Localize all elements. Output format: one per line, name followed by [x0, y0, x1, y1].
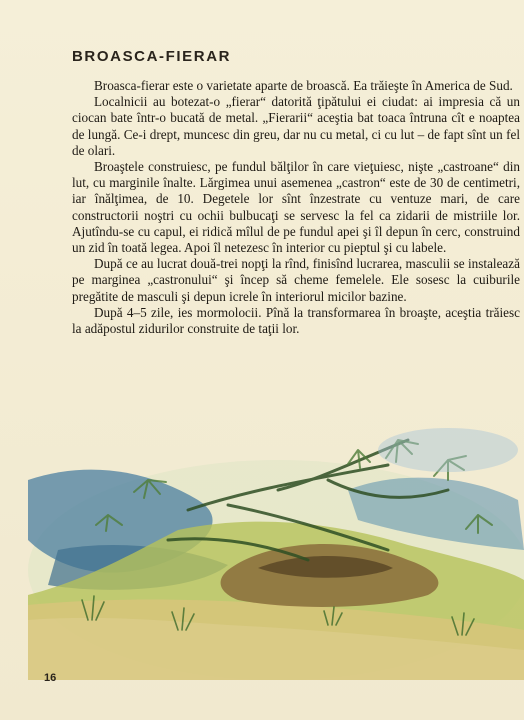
article-body — [72, 78, 520, 337]
paragraph-name-origin: Localnicii au botezat-o „fierar“ datorită ţipătului ei ciudat: ai impresia că un ciocan bate într-o bucată de metal. „Fierarii“ aceştia bat toaca întruna cît e noaptea de lungă. Ce-i drept, muncesc din greu, dar nu cu metal, ci cu lut – de fapt sînt un fel de olari. — [72, 94, 520, 158]
paragraph-tadpoles: După 4–5 zile, ies mormolocii. Pînă la transformarea în broaşte, aceştia trăiesc la adăpostul zidurilor construite de taţii lor. — [72, 304, 520, 337]
page-number: 16 — [44, 672, 57, 684]
page-title: BROASCA-FIERAR — [72, 48, 232, 65]
paragraph-mating: După ce au lucrat două-trei nopţi la rînd, finisînd lucrarea, masculii se instalează pe marginea „castronului“ şi încep să cheme femelele. Ele sosesc la cuiburile pregătite de masculi şi depun icrele în interiorul micilor bazine. — [72, 256, 520, 304]
pond-illustration — [28, 420, 524, 680]
paragraph-intro: Broasca-fierar este o varietate aparte de broască. Ea trăieşte în America de Sud. — [94, 78, 513, 93]
paragraph-construction: Broaştele construiesc, pe fundul bălţilor în care vieţuiesc, nişte „castroane“ din lut, cu marginile înalte. Lărgimea unui asemenea „castron“ este de 30 de centimetri, iar înălţimea, de 10. Degetele lor sînt înzestrate cu ventuze mari, de care constructorii noştri cu ochii bulbucaţi se servesc la fel ca zidarii de mistriile lor. Ajutîndu-se cu capul, ei ridică mîlul de pe fundul apei şi îl depun în cerc, construind un zid în toată legea. Apoi îl netezesc în interior cu pieptul şi cu labele. — [72, 159, 520, 256]
